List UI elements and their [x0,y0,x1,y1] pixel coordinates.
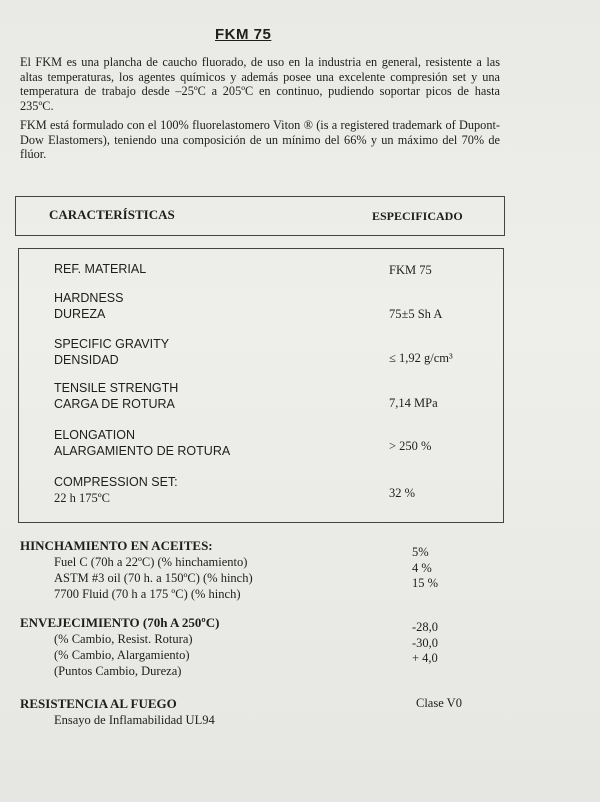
list-item: ASTM #3 oil (70 h. a 150ºC) (% hinch) [54,571,253,585]
list-item: 7700 Fluid (70 h a 175 ºC) (% hinch) [54,587,241,601]
spec-value: 75±5 Sh A [389,307,443,321]
swelling-heading: HINCHAMIENTO EN ACEITES: [20,538,213,553]
list-item: (% Cambio, Resist. Rotura) [54,632,193,646]
value: -28,0 [412,620,439,634]
document-title: FKM 75 [215,26,272,43]
spec-label: ELONGATION ALARGAMIENTO DE ROTURA [54,428,231,458]
header-caracteristicas: CARACTERÍSTICAS [49,207,175,222]
intro-paragraph-2: FKM está formulado con el 100% fluorelastomero Viton ® (is a registered trademark of Dupont-Dow Elastomers), teniendo una composición de un mínimo del 66% y un máximo del 70% de flúor. [20,118,500,161]
spec-label: HARDNESS DUREZA [54,291,124,321]
list-item: Fuel C (70h a 22ºC) (% hinchamiento) [54,555,248,569]
value: 4 % [412,560,432,575]
value: Clase V0 [416,696,462,710]
list-item: (Puntos Cambio, Dureza) [54,664,182,678]
spec-value: 32 % [389,486,416,500]
spec-label: REF. MATERIAL [54,262,147,276]
value: 5% [412,545,429,559]
header-especificado: ESPECIFICADO [372,209,463,223]
spec-value: FKM 75 [389,263,432,277]
intro-paragraph-1: El FKM es una plancha de caucho fluorado, de uso en la industria en general, resistente a las altas temperaturas, los agentes químicos y además posee una excelente compresión set y una temperatura de trabajo desde –25ºC a 205ºC en continuo, pudiendo soportar picos de hasta 235ºC. [20,55,500,113]
spec-label: TENSILE STRENGTH CARGA DE ROTURA [54,381,179,411]
value: 15 % [412,576,439,590]
swelling-values [412,545,438,592]
spec-value: 7,14 MPa [389,396,438,410]
value: + 4,0 [412,651,438,665]
aging-section [20,615,219,679]
fire-values [416,696,462,712]
spec-label: COMPRESSION SET: 22 h 175ºC [54,475,178,505]
list-item: Ensayo de Inflamabilidad UL94 [54,713,215,727]
swelling-section [20,538,253,602]
aging-values [412,620,438,667]
specs-box [18,248,504,523]
value: -30,0 [412,635,439,650]
aging-heading: ENVEJECIMIENTO (70h A 250ºC) [20,615,220,630]
table-header-box [15,196,505,236]
list-item: (% Cambio, Alargamiento) [54,648,190,662]
spec-label: SPECIFIC GRAVITY DENSIDAD [54,337,170,367]
spec-value: > 250 % [389,439,432,453]
fire-section [20,696,215,728]
spec-value: ≤ 1,92 g/cm³ [389,351,453,365]
fire-heading: RESISTENCIA AL FUEGO [20,696,177,711]
